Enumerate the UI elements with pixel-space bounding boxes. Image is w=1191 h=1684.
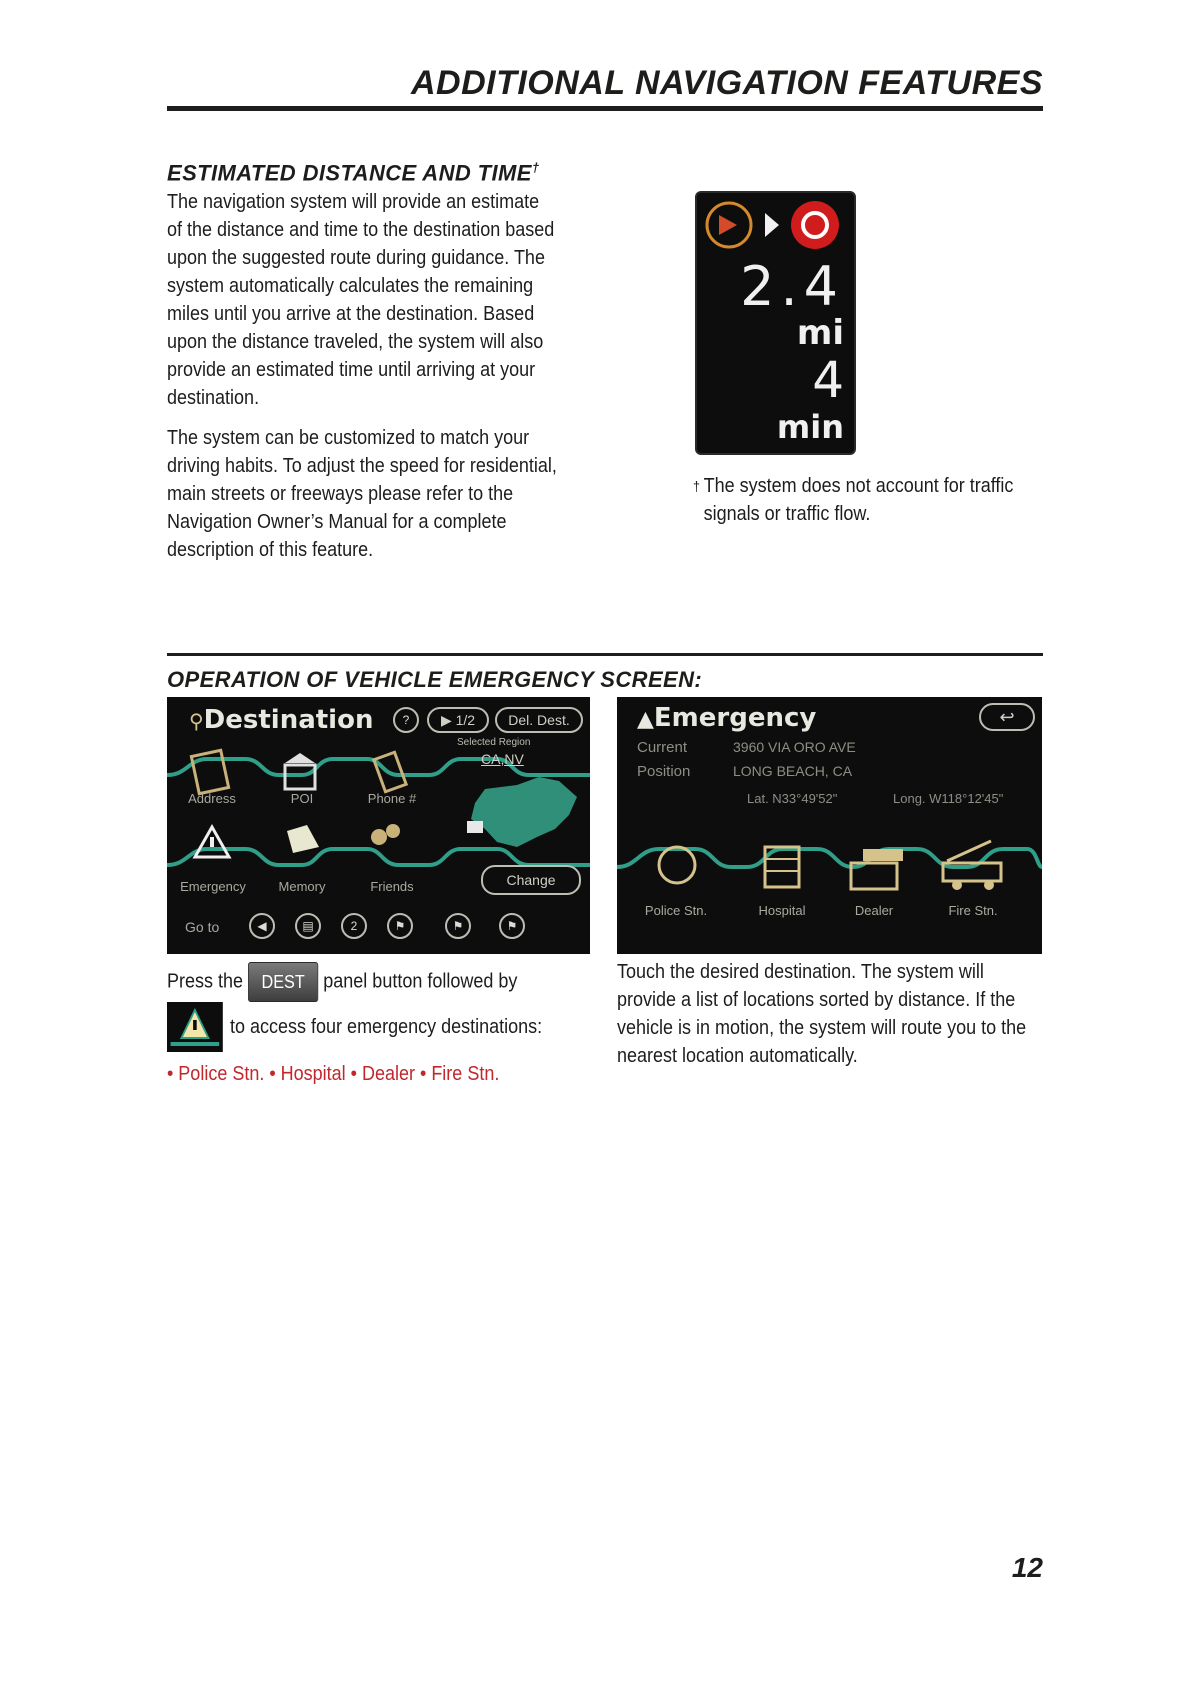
address-line-2: LONG BEACH, CA [733, 763, 853, 779]
time-unit: min [776, 408, 844, 446]
icon-label-fire[interactable]: Fire Stn. [948, 903, 998, 918]
section1-para1: The navigation system will provide an estimate of the distance and time to the destination based upon the suggested route during guidance. The system automatically calculates the remaining miles until you arrive at the destination. Based upon the distance traveled, the system will also provide an estimated time until arriving at your destination. [167, 191, 555, 409]
address-line-1: 3960 VIA ORO AVE [733, 739, 856, 755]
destination-screen [167, 697, 590, 954]
position-label: Position [637, 763, 691, 780]
back-button[interactable] [979, 703, 1035, 731]
region-value: CA,NV [481, 751, 524, 767]
page-number: 12 [1011, 1552, 1043, 1583]
destination-screen-graphics [167, 697, 590, 954]
icon-label-emergency[interactable]: Emergency [180, 879, 246, 894]
destination-title-text: Destination [203, 705, 374, 735]
address-book-icon [191, 750, 228, 793]
destination-title [189, 705, 373, 735]
distance-unit: mi [796, 313, 844, 353]
section2-rule [167, 653, 1043, 656]
instruction-line-2 [167, 1000, 563, 1054]
section-title-text: ESTIMATED DISTANCE AND TIME [167, 160, 532, 186]
icon-label-address[interactable]: Address [188, 791, 236, 806]
goto-button-5[interactable]: ⚑ [445, 913, 471, 939]
page-button[interactable]: ▶ 1/2 [427, 707, 489, 733]
section1-para2: The system can be customized to match your driving habits. To adjust the speed for residential, main streets or freeways please refer to the Navigation Owner’s Manual for a complete description of this feature. [167, 427, 557, 561]
icon-label-friends[interactable]: Friends [370, 879, 414, 894]
back-arrow-icon: ↩ [999, 706, 1015, 727]
footnote-dagger: † [693, 478, 701, 494]
dagger-mark: † [531, 160, 540, 175]
emergency-title-text: Emergency [653, 703, 817, 733]
route-arrow-icon [697, 193, 854, 253]
footnote-text: The system does not account for traffic signals or traffic flow. [703, 475, 1014, 525]
goto-button-6[interactable]: ⚑ [499, 913, 525, 939]
distance-value: 2.4 [740, 255, 844, 318]
dest-button: DEST [248, 962, 318, 1002]
latitude: Lat. N33°49'52" [747, 791, 838, 806]
press-the-text: Press the [167, 970, 244, 993]
current-label: Current [637, 739, 688, 756]
section-title-distance-time [167, 160, 539, 186]
longitude: Long. W118°12'45" [893, 791, 1004, 806]
instruction-line-1 [167, 962, 563, 996]
emergency-title [637, 703, 816, 733]
icon-label-police[interactable]: Police Stn. [644, 903, 708, 918]
instructions-left [167, 962, 563, 1088]
instructions-right: Touch the desired destination. The system will provide a list of locations sorted by distance. If the vehicle is in motion, the system will route you to the nearest location automatically. [617, 961, 1027, 1067]
distance-time-widget [695, 191, 856, 455]
icon-label-poi[interactable]: POI [290, 791, 314, 806]
page-header-title: ADDITIONAL NAVIGATION FEATURES [410, 64, 1043, 102]
icon-label-hospital[interactable]: Hospital [758, 903, 806, 918]
to-access-text: to access four emergency destinations: [230, 1016, 543, 1038]
goto-button-4[interactable]: ⚑ [387, 913, 413, 939]
header-rule [167, 106, 1043, 111]
time-value: 4 [812, 351, 844, 409]
selected-region-label: Selected Region [457, 737, 531, 748]
section1-body [167, 188, 559, 576]
section-title-emergency: OPERATION OF VEHICLE EMERGENCY SCREEN: [167, 667, 703, 692]
goto-button-1[interactable]: ◀ [249, 913, 275, 939]
emergency-destinations-list: • Police Stn. • Hospital • Dealer • Fire Stn. [167, 1063, 500, 1085]
icon-label-phone[interactable]: Phone # [367, 791, 417, 806]
followed-by-text: panel button followed by [323, 970, 518, 993]
change-button[interactable]: Change [481, 865, 581, 895]
help-button[interactable]: ? [393, 707, 419, 733]
del-dest-button[interactable]: Del. Dest. [495, 707, 583, 733]
footnote [693, 472, 1044, 528]
icon-label-memory[interactable]: Memory [278, 879, 326, 894]
emergency-button-icon [167, 1002, 223, 1052]
police-badge-icon [659, 847, 695, 883]
goto-label: Go to [185, 919, 220, 935]
goto-button-3[interactable]: 2 [341, 913, 367, 939]
emergency-screen [617, 697, 1042, 954]
warning-triangle-icon: ▲ [637, 707, 654, 732]
goto-button-2[interactable]: ▤ [295, 913, 321, 939]
pin-icon: ⚲ [189, 709, 204, 733]
icon-label-dealer[interactable]: Dealer [854, 903, 894, 918]
